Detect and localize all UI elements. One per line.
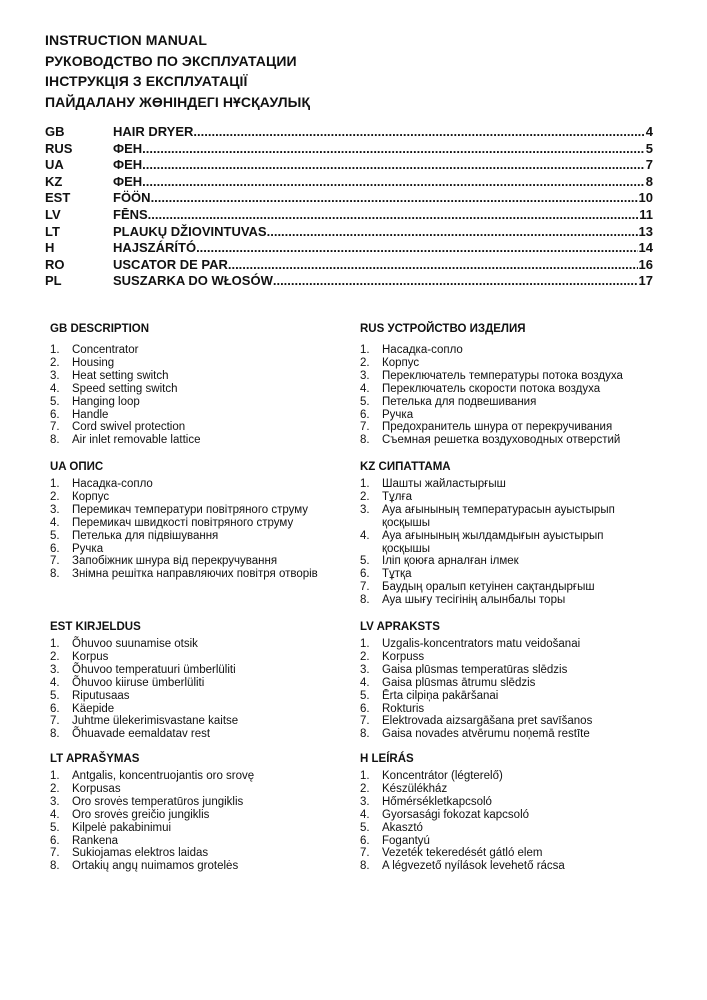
item-number: 1.	[50, 478, 60, 490]
toc-row	[45, 273, 653, 290]
toc-page-number: 5	[645, 140, 653, 156]
item-text: Õhuvoo kiiruse ümberlüliti	[72, 676, 205, 689]
item-text: Air inlet removable lattice	[72, 434, 201, 447]
item-text: Перемикач температури повітряного струму	[72, 503, 309, 516]
section-heading: H LEÍRÁS	[360, 753, 414, 765]
toc-row	[45, 124, 653, 141]
section-kz	[360, 460, 650, 607]
section-ua	[50, 460, 340, 581]
item-number: 1.	[360, 478, 370, 490]
toc-title: PLAUKŲ DŽIOVINTUVAS	[113, 223, 267, 239]
list-item	[360, 770, 650, 783]
item-number: 3.	[50, 663, 60, 676]
item-text: Speed setting switch	[72, 382, 178, 395]
section-lv	[360, 620, 650, 741]
item-text: Handle	[72, 408, 109, 421]
toc-row	[45, 257, 653, 274]
toc-leader-dots	[151, 190, 638, 207]
toc-language-code: LT	[45, 223, 60, 239]
item-text: Rankena	[72, 834, 119, 847]
toc-row	[45, 141, 653, 158]
item-text: Sukiojamas elektros laidas	[72, 847, 209, 860]
item-number: 3.	[50, 795, 60, 808]
item-text: Õhuvoo temperatuuri ümberlüliti	[72, 663, 236, 676]
toc-title: ФЕН	[113, 173, 143, 189]
item-text: Käepide	[72, 702, 115, 715]
item-text: Hanging loop	[72, 395, 140, 408]
toc-language-code: RO	[45, 256, 65, 272]
list-item	[50, 638, 340, 651]
item-number: 7.	[360, 847, 370, 860]
toc-language-code: PL	[45, 273, 62, 289]
item-number: 4.	[50, 516, 60, 529]
item-number: 4.	[360, 382, 370, 395]
list-item	[50, 796, 340, 809]
list-item	[50, 847, 340, 860]
list-item	[360, 796, 650, 809]
list-item	[360, 703, 650, 716]
list-item	[50, 728, 340, 741]
item-number: 5.	[360, 555, 370, 568]
list-item	[360, 728, 650, 741]
section-gb	[50, 322, 340, 447]
table-of-contents	[45, 124, 653, 290]
item-number: 4.	[50, 808, 60, 821]
list-item	[360, 357, 650, 370]
item-text: Ērta cilpiņa pakāršanai	[382, 689, 499, 702]
toc-leader-dots	[228, 257, 638, 274]
list-item	[50, 396, 340, 409]
item-number: 3.	[360, 663, 370, 676]
list-item	[360, 396, 650, 409]
item-number: 4.	[360, 529, 370, 542]
item-text: Шашты жайластырғыш	[382, 478, 506, 490]
item-text: Петелька для подвешивания	[382, 395, 537, 408]
item-text: Rokturis	[382, 702, 425, 715]
item-text: Housing	[72, 356, 115, 369]
item-number: 8.	[360, 860, 370, 873]
item-number: 3.	[50, 503, 60, 516]
item-text: Concentrator	[72, 344, 139, 356]
item-number: 7.	[360, 581, 370, 594]
item-number: 6.	[360, 702, 370, 715]
item-number: 4.	[50, 676, 60, 689]
item-number: 7.	[50, 715, 60, 728]
item-number: 1.	[50, 638, 60, 650]
list-item	[50, 357, 340, 370]
item-number: 8.	[360, 728, 370, 741]
item-number: 5.	[50, 395, 60, 408]
item-text: Корпус	[72, 490, 110, 503]
item-text: Õhuavade eemaldatav rest	[72, 728, 211, 741]
item-number: 1.	[50, 770, 60, 782]
item-text: Gaisa plūsmas ātrumu slēdzis	[382, 676, 536, 689]
item-text: Riputusaas	[72, 689, 130, 702]
list-item	[50, 715, 340, 728]
list-item	[50, 651, 340, 664]
item-text: Запобіжник шнура від перекручування	[72, 555, 278, 568]
toc-page-number: 17	[638, 273, 653, 289]
title-ua: ІНСТРУКЦІЯ З ЕКСПЛУАТАЦІЇ	[45, 73, 248, 89]
item-number: 3.	[360, 503, 370, 516]
item-number: 4.	[50, 382, 60, 395]
title-kz: ПАЙДАЛАНУ ЖӨНІНДЕГІ НҰСҚАУЛЫҚ	[45, 94, 311, 110]
item-text: Antgalis, koncentruojantis oro srovę	[72, 770, 255, 782]
list-item	[360, 581, 650, 594]
list-item	[360, 491, 650, 504]
list-item	[50, 770, 340, 783]
list-item	[360, 421, 650, 434]
item-text: Korpusas	[72, 782, 121, 795]
item-number: 1.	[50, 344, 60, 356]
list-item	[360, 370, 650, 383]
toc-leader-dots	[267, 224, 638, 241]
item-text: Баудың оралып кетуінен сақтандырғыш	[382, 581, 595, 594]
list-item	[50, 517, 340, 530]
item-number: 1.	[360, 770, 370, 782]
item-text: Ауа шығу тесігінің алынбалы торы	[382, 594, 566, 607]
list-item	[50, 344, 340, 357]
item-number: 4.	[360, 676, 370, 689]
list-item	[50, 664, 340, 677]
item-number: 6.	[50, 834, 60, 847]
item-text: Koncentrátor (légterelő)	[382, 770, 503, 782]
section-heading: EST KIRJELDUS	[50, 621, 141, 633]
item-number: 2.	[360, 490, 370, 503]
list-item	[360, 715, 650, 728]
item-number: 6.	[360, 834, 370, 847]
toc-leader-dots	[273, 273, 638, 290]
item-text: Ручка	[72, 542, 104, 555]
item-text: Juhtme ülekerimisvastane kaitse	[72, 715, 239, 728]
item-number: 8.	[50, 434, 60, 447]
toc-row	[45, 224, 653, 241]
list-item	[50, 555, 340, 568]
toc-page-number: 16	[638, 256, 653, 272]
list-item	[360, 638, 650, 651]
item-number: 8.	[50, 860, 60, 873]
item-number: 5.	[50, 821, 60, 834]
item-number: 7.	[50, 421, 60, 434]
toc-title: USCATOR DE PAR	[113, 256, 228, 272]
toc-page-number: 7	[645, 157, 653, 173]
toc-leader-dots	[142, 141, 645, 158]
list-item	[360, 822, 650, 835]
toc-title: FÖÖN	[113, 190, 151, 206]
item-number: 8.	[360, 594, 370, 607]
item-number: 5.	[50, 529, 60, 542]
item-number: 8.	[50, 568, 60, 581]
item-number: 5.	[50, 689, 60, 702]
toc-title: ФЕН	[113, 140, 143, 156]
section-heading: KZ СИПАТТАМА	[360, 461, 451, 473]
list-item	[360, 835, 650, 848]
toc-page-number: 14	[638, 240, 653, 256]
item-text: Съемная решетка воздуховодных отверстий	[382, 434, 621, 447]
item-number: 2.	[50, 782, 60, 795]
list-item	[50, 809, 340, 822]
item-text: Cord swivel protection	[72, 421, 186, 434]
section-heading: LV APRAKSTS	[360, 621, 440, 633]
toc-leader-dots	[142, 174, 645, 191]
item-text: Oro srovės temperatūros jungiklis	[72, 795, 244, 808]
item-number: 8.	[360, 434, 370, 447]
list-item	[50, 822, 340, 835]
list-item	[360, 409, 650, 422]
toc-language-code: H	[45, 240, 55, 256]
list-item	[360, 568, 650, 581]
item-number: 3.	[360, 369, 370, 382]
toc-leader-dots	[142, 157, 645, 174]
section-rus	[360, 322, 650, 447]
item-number: 6.	[50, 542, 60, 555]
item-number: 6.	[360, 408, 370, 421]
list-item	[50, 409, 340, 422]
item-number: 8.	[50, 728, 60, 741]
item-number: 7.	[50, 555, 60, 568]
item-text: Elektrovada aizsargāšana pret savīšanos	[382, 715, 593, 728]
toc-row	[45, 240, 653, 257]
item-text: Переключатель скорости потока воздуха	[382, 382, 601, 395]
list-item	[50, 530, 340, 543]
toc-language-code: UA	[45, 157, 64, 173]
section-h	[360, 752, 650, 873]
list-item	[360, 664, 650, 677]
list-item	[50, 434, 340, 447]
list-item	[360, 530, 650, 556]
toc-leader-dots	[196, 240, 637, 257]
toc-leader-dots	[193, 124, 644, 141]
item-number: 2.	[50, 356, 60, 369]
item-number: 2.	[360, 650, 370, 663]
section-heading: LT APRAŠYMAS	[50, 753, 140, 765]
item-text: Тұтқа	[382, 568, 412, 581]
toc-language-code: GB	[45, 124, 65, 139]
item-text: Іліп қоюға арналған ілмек	[382, 555, 519, 568]
item-number: 6.	[50, 702, 60, 715]
item-text: Петелька для підвішування	[72, 529, 219, 542]
list-item	[50, 504, 340, 517]
item-text: Kilpelė pakabinimui	[72, 821, 172, 834]
item-number: 7.	[50, 847, 60, 860]
item-number: 2.	[360, 356, 370, 369]
item-text: Gyorsasági fokozat kapcsoló	[382, 808, 530, 821]
toc-leader-dots	[148, 207, 639, 224]
item-text: Õhuvoo suunamise otsik	[72, 638, 198, 650]
toc-title: HAIR DRYER	[113, 124, 194, 139]
item-text: Készülékház	[382, 782, 448, 795]
item-text: A légvezető nyílások levehető rácsa	[382, 860, 565, 873]
item-text: Насадка-сопло	[382, 344, 463, 356]
list-item	[50, 703, 340, 716]
list-item	[50, 491, 340, 504]
item-text: Ауа ағынының жылдамдығын ауыстырып қосқышы	[382, 529, 604, 555]
toc-row	[45, 207, 653, 224]
list-item	[360, 555, 650, 568]
section-heading: RUS УСТРОЙСТВО ИЗДЕЛИЯ	[360, 323, 526, 335]
item-text: Предохранитель шнура от перекручивания	[382, 421, 613, 434]
item-text: Ortakių angų nuimamos grotelės	[72, 860, 239, 873]
list-item	[50, 421, 340, 434]
item-number: 5.	[360, 689, 370, 702]
item-text: Vezeték tekeredését gátló elem	[382, 847, 543, 860]
section-heading: UA ОПИС	[50, 461, 104, 473]
item-text: Тұлға	[382, 490, 413, 503]
item-text: Fogantyú	[382, 834, 430, 847]
item-text: Oro srovės greičio jungiklis	[72, 808, 210, 821]
list-item	[360, 383, 650, 396]
list-item	[50, 543, 340, 556]
item-number: 5.	[360, 395, 370, 408]
item-text: Gaisa novades atvērumu noņemā restīte	[382, 728, 590, 741]
list-item	[360, 677, 650, 690]
item-number: 6.	[360, 568, 370, 581]
toc-title: SUSZARKA DO WŁOSÓW	[113, 273, 273, 289]
item-text: Ауа ағынының температурасын ауыстырып қосқышы	[382, 503, 615, 529]
section-lt	[50, 752, 340, 873]
list-item	[360, 504, 650, 530]
toc-page-number: 11	[639, 206, 653, 222]
list-item	[50, 370, 340, 383]
item-number: 2.	[50, 490, 60, 503]
item-text: Ручка	[382, 408, 414, 421]
toc-language-code: EST	[45, 190, 71, 206]
toc-language-code: KZ	[45, 173, 63, 189]
item-number: 7.	[360, 421, 370, 434]
list-item	[50, 677, 340, 690]
item-text: Hőmérsékletkapcsoló	[382, 795, 492, 808]
toc-page-number: 13	[638, 223, 653, 239]
list-item	[360, 847, 650, 860]
item-text: Korpus	[72, 650, 109, 663]
list-item	[50, 383, 340, 396]
section-heading: GB DESCRIPTION	[50, 323, 150, 335]
toc-title: ФЕН	[113, 157, 143, 173]
list-item	[50, 478, 340, 491]
item-text: Корпус	[382, 356, 420, 369]
toc-page-number: 4	[645, 124, 653, 139]
item-text: Akasztó	[382, 821, 423, 834]
item-number: 2.	[360, 782, 370, 795]
list-item	[360, 434, 650, 447]
list-item	[360, 783, 650, 796]
item-text: Gaisa plūsmas temperatūras slēdzis	[382, 663, 568, 676]
toc-title: FĒNS	[113, 206, 148, 222]
list-item	[360, 344, 650, 357]
section-est	[50, 620, 340, 741]
item-number: 1.	[360, 638, 370, 650]
item-text: Переключатель температуры потока воздуха	[382, 369, 623, 382]
item-number: 3.	[360, 795, 370, 808]
list-item	[360, 860, 650, 873]
list-item	[50, 860, 340, 873]
item-text: Uzgalis-koncentrators matu veidošanai	[382, 638, 581, 650]
toc-language-code: RUS	[45, 140, 73, 156]
list-item	[360, 809, 650, 822]
list-item	[360, 690, 650, 703]
list-item	[360, 651, 650, 664]
item-number: 5.	[360, 821, 370, 834]
item-text: Heat setting switch	[72, 369, 169, 382]
item-number: 2.	[50, 650, 60, 663]
list-item	[50, 568, 340, 581]
list-item	[50, 690, 340, 703]
item-number: 7.	[360, 715, 370, 728]
toc-title: HAJSZÁRÍTÓ	[113, 240, 197, 256]
item-text: Перемикач швидкості повітряного струму	[72, 516, 294, 529]
item-text: Korpuss	[382, 650, 425, 663]
item-text: Насадка-сопло	[72, 478, 153, 490]
item-text: Знімна решітка направляючих повітря отворів	[72, 568, 318, 581]
item-number: 4.	[360, 808, 370, 821]
list-item	[360, 478, 650, 491]
toc-language-code: LV	[45, 206, 61, 222]
title-ru: РУКОВОДСТВО ПО ЭКСПЛУАТАЦИИ	[45, 53, 297, 69]
list-item	[360, 594, 650, 607]
toc-page-number: 10	[638, 190, 653, 206]
item-number: 6.	[50, 408, 60, 421]
toc-row	[45, 174, 653, 191]
item-number: 1.	[360, 344, 370, 356]
list-item	[50, 835, 340, 848]
toc-row	[45, 157, 653, 174]
list-item	[50, 783, 340, 796]
toc-row	[45, 190, 653, 207]
item-number: 3.	[50, 369, 60, 382]
title-en: INSTRUCTION MANUAL	[45, 32, 208, 48]
toc-page-number: 8	[645, 173, 653, 189]
